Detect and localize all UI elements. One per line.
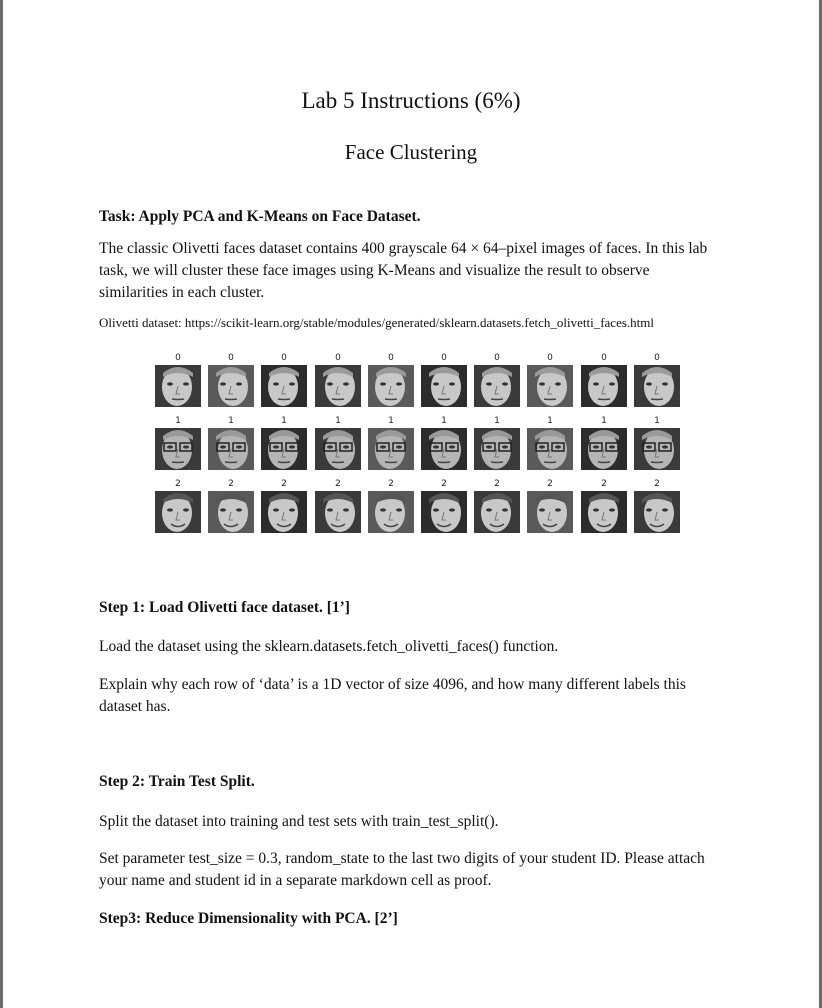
step1-load-instruction: Load the dataset using the sklearn.datasets.fetch_olivetti_faces() function. (99, 638, 559, 655)
face-row (154, 352, 674, 408)
face-thumbnail (367, 415, 415, 471)
cluster-label: 1 (494, 416, 500, 426)
face-image (261, 365, 307, 407)
face-thumbnail (314, 478, 362, 534)
step2-heading: Step 2: Train Test Split. (99, 773, 255, 790)
cluster-label: 0 (547, 353, 553, 363)
cluster-label: 2 (281, 479, 287, 489)
face-thumbnail (526, 352, 574, 408)
face-image (634, 365, 680, 407)
dataset-link: Olivetti dataset: https://scikit-learn.org/stable/modules/generated/sklearn.datasets.fetch_olivetti_faces.html (99, 315, 654, 330)
cluster-label: 1 (388, 416, 394, 426)
face-image (315, 365, 361, 407)
face-thumbnail (367, 352, 415, 408)
face-image (527, 428, 573, 470)
face-image (634, 491, 680, 533)
face-thumbnail (154, 352, 202, 408)
cluster-label: 2 (335, 479, 341, 489)
face-image (421, 491, 467, 533)
face-image (315, 491, 361, 533)
face-thumbnail (633, 478, 681, 534)
cluster-label: 1 (601, 416, 607, 426)
face-image (155, 491, 201, 533)
face-image (581, 428, 627, 470)
step2-split-instruction: Split the dataset into training and test sets with train_test_split(). (99, 813, 499, 830)
face-thumbnail (420, 415, 468, 471)
face-cluster-figure (154, 352, 674, 534)
face-thumbnail (473, 352, 521, 408)
face-image (474, 365, 520, 407)
face-image (474, 428, 520, 470)
cluster-label: 0 (601, 353, 607, 363)
face-image (421, 428, 467, 470)
face-image (261, 491, 307, 533)
cluster-label: 1 (335, 416, 341, 426)
document-subtitle: Face Clustering (344, 140, 478, 164)
face-image (634, 428, 680, 470)
cluster-label: 2 (654, 479, 660, 489)
face-thumbnail (207, 352, 255, 408)
cluster-label: 0 (228, 353, 234, 363)
task-heading: Task: Apply PCA and K-Means on Face Dataset. (99, 208, 421, 225)
cluster-label: 2 (388, 479, 394, 489)
face-thumbnail (260, 415, 308, 471)
cluster-label: 0 (654, 353, 660, 363)
face-thumbnail (633, 352, 681, 408)
cluster-label: 2 (175, 479, 181, 489)
face-image (527, 491, 573, 533)
face-thumbnail (580, 415, 628, 471)
face-thumbnail (633, 415, 681, 471)
face-thumbnail (526, 415, 574, 471)
face-image (155, 365, 201, 407)
face-thumbnail (526, 478, 574, 534)
cluster-label: 1 (281, 416, 287, 426)
cluster-label: 2 (547, 479, 553, 489)
face-image (208, 491, 254, 533)
face-image (368, 491, 414, 533)
face-thumbnail (207, 478, 255, 534)
face-thumbnail (580, 478, 628, 534)
cluster-label: 2 (441, 479, 447, 489)
task-description: The classic Olivetti faces dataset contains 400 grayscale 64 × 64–pixel images of faces. In this lab task, we will cluster these face images using K-Means and visualize the result to observe similarities in each cluster. (99, 240, 708, 301)
cluster-label: 1 (228, 416, 234, 426)
face-image (208, 365, 254, 407)
step3-heading: Step3: Reduce Dimensionality with PCA. [2’] (99, 910, 398, 927)
cluster-label: 1 (547, 416, 553, 426)
face-thumbnail (314, 415, 362, 471)
face-image (581, 365, 627, 407)
face-image (421, 365, 467, 407)
face-thumbnail (420, 478, 468, 534)
face-thumbnail (260, 478, 308, 534)
cluster-label: 2 (494, 479, 500, 489)
face-image (261, 428, 307, 470)
face-thumbnail (154, 478, 202, 534)
face-thumbnail (207, 415, 255, 471)
face-thumbnail (367, 478, 415, 534)
cluster-label: 0 (494, 353, 500, 363)
step2-parameter-instruction: Set parameter test_size = 0.3, random_state to the last two digits of your student ID. Please attach your name and student id in a separate markdown cell as proof. (99, 850, 705, 889)
cluster-label: 0 (388, 353, 394, 363)
face-thumbnail (314, 352, 362, 408)
face-thumbnail (473, 415, 521, 471)
face-image (368, 428, 414, 470)
face-image (474, 491, 520, 533)
face-row (154, 415, 674, 471)
face-image (155, 428, 201, 470)
face-image (581, 491, 627, 533)
cluster-label: 0 (335, 353, 341, 363)
cluster-label: 2 (228, 479, 234, 489)
step1-heading: Step 1: Load Olivetti face dataset. [1’] (99, 599, 350, 616)
face-image (208, 428, 254, 470)
cluster-label: 2 (601, 479, 607, 489)
cluster-label: 1 (654, 416, 660, 426)
cluster-label: 0 (441, 353, 447, 363)
face-thumbnail (473, 478, 521, 534)
face-image (368, 365, 414, 407)
face-thumbnail (260, 352, 308, 408)
cluster-label: 1 (175, 416, 181, 426)
cluster-label: 0 (175, 353, 181, 363)
face-image (315, 428, 361, 470)
face-row (154, 478, 674, 534)
face-thumbnail (154, 415, 202, 471)
cluster-label: 1 (441, 416, 447, 426)
document-title: Lab 5 Instructions (6%) (301, 88, 521, 113)
face-image (527, 365, 573, 407)
face-thumbnail (420, 352, 468, 408)
face-thumbnail (580, 352, 628, 408)
step1-explain-instruction: Explain why each row of ‘data’ is a 1D vector of size 4096, and how many different labels this dataset has. (99, 676, 686, 715)
cluster-label: 0 (281, 353, 287, 363)
